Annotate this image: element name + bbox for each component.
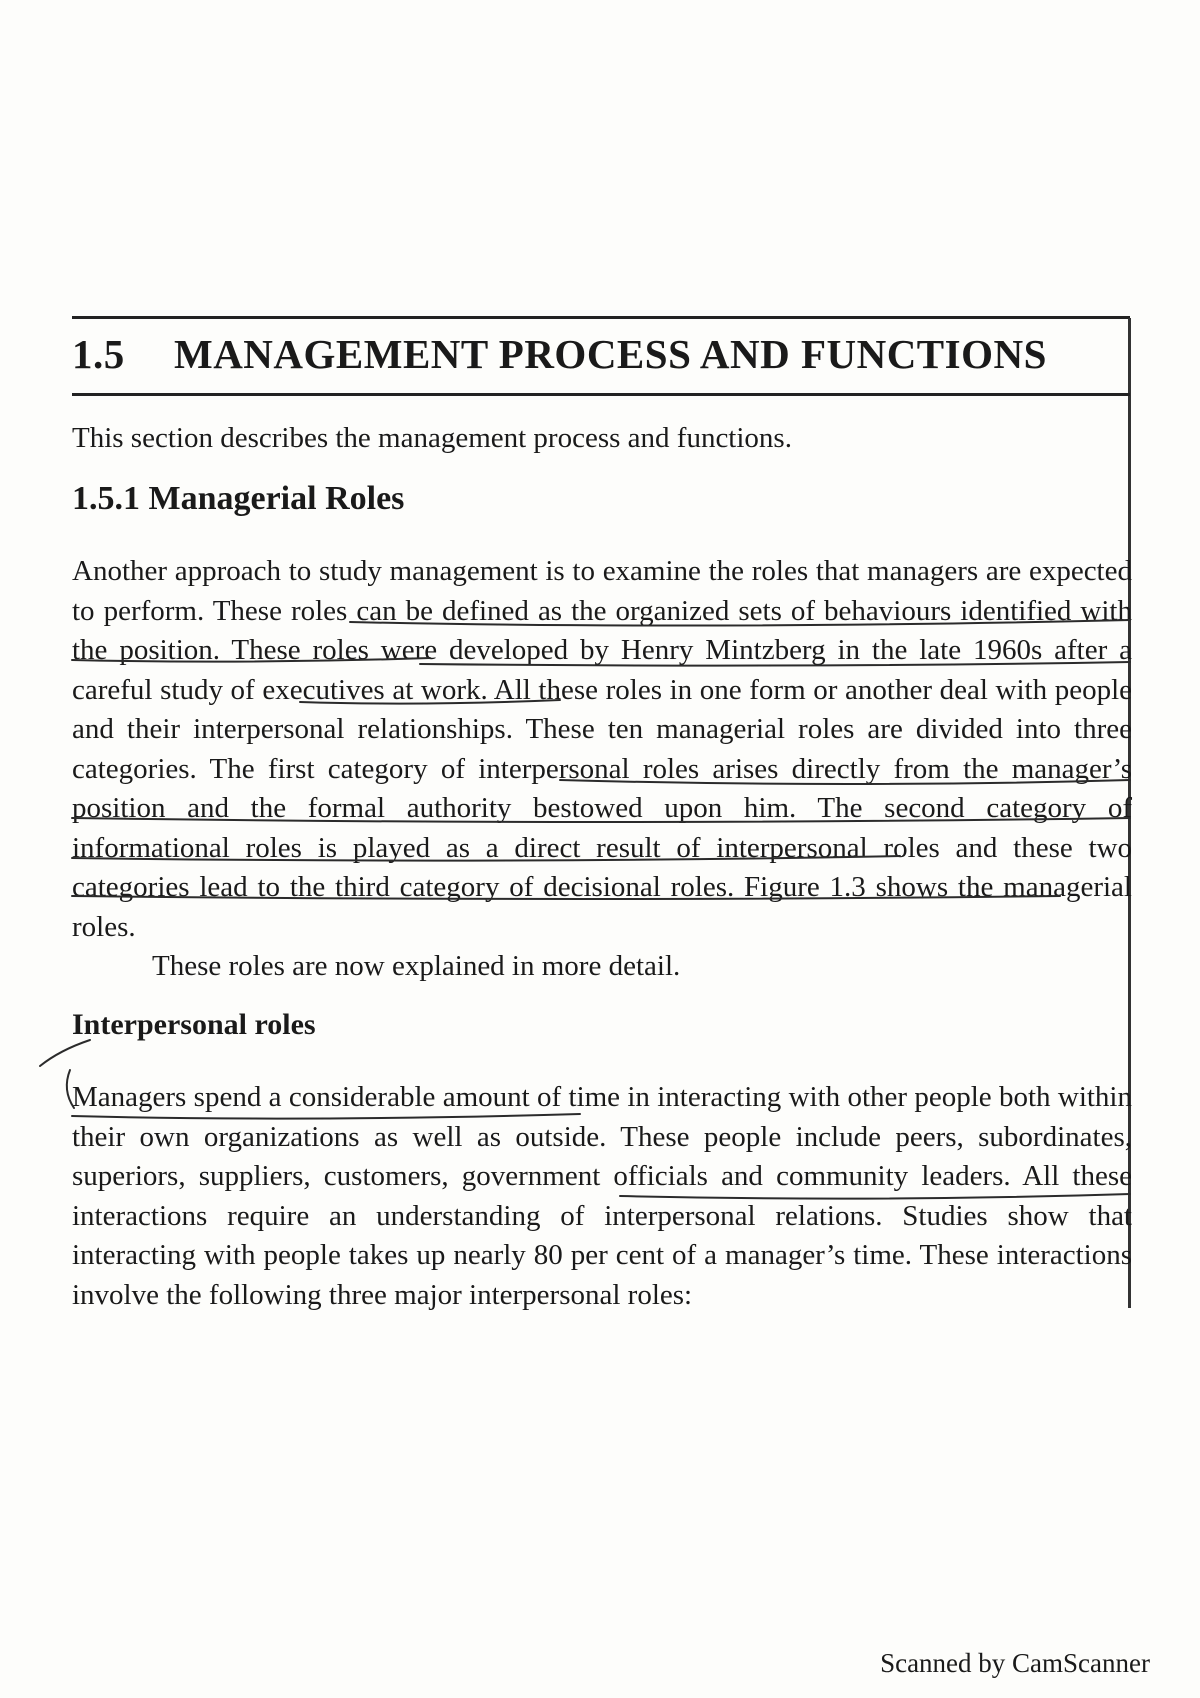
- section-intro: This section describes the management process and functions.: [72, 422, 792, 454]
- followup-sentence: These roles are now explained in more detail.: [152, 950, 681, 982]
- margin-stroke-mark: [40, 1040, 90, 1066]
- interpersonal-roles-paragraph: Managers spend a considerable amount of time in interacting with other people both within their own organizations as well as outside. These people include peers, subordinates, superiors, suppliers, customers, government officials and community leaders. All these interactions require an understanding of interpersonal relations. Studies show that interacting with people takes up nearly 80 per cent of a manager’s time. These interactions involve the following three major interpersonal roles:: [72, 1081, 1132, 1311]
- section-heading: [72, 330, 1122, 378]
- section-number: 1.5: [72, 331, 125, 377]
- subsection-heading: 1.5.1 Managerial Roles: [72, 480, 405, 517]
- section-title: MANAGEMENT PROCESS AND FUNCTIONS: [174, 331, 1047, 377]
- managerial-roles-paragraph: Another approach to study management is to examine the roles that managers are expected to perform. These roles can be defined as the organized sets of behaviours identified with the position. These roles were developed by Henry Mintzberg in the late 1960s after a careful study of executives at work. All these roles in one form or another deal with people and their interpersonal relationships. These ten managerial roles are divided into three categories. The first category of interpersonal roles arises directly from the manager’s position and the formal authority bestowed upon him. The second category of informational roles is played as a direct result of interpersonal roles and these two categories lead to the third category of decisional roles. Figure 1.3 shows the managerial roles.: [72, 555, 1132, 943]
- scanner-watermark: Scanned by CamScanner: [880, 1648, 1150, 1678]
- interpersonal-roles-heading: Interpersonal roles: [72, 1008, 316, 1041]
- heading-underline-rule: [72, 393, 1130, 396]
- top-rule: [72, 316, 1130, 319]
